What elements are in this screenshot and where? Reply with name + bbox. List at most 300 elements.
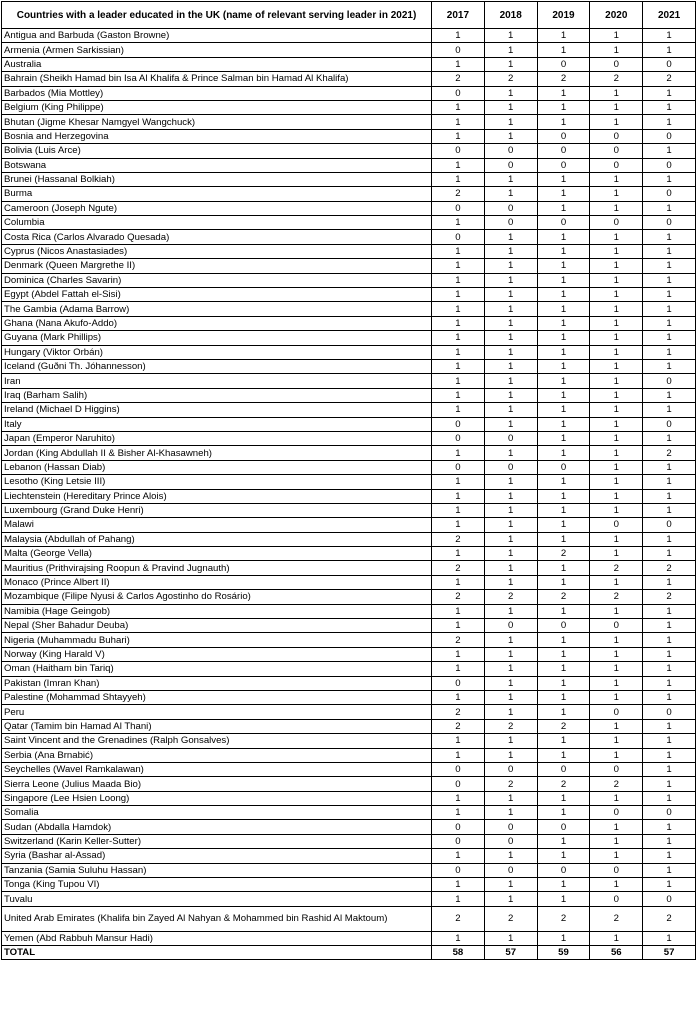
table-row (2, 460, 696, 474)
year-value-cell: 1 (590, 475, 643, 489)
year-value-cell: 1 (432, 547, 485, 561)
year-value-cell: 1 (484, 244, 537, 258)
year-value-cell: 1 (484, 230, 537, 244)
year-value-cell: 1 (432, 489, 485, 503)
table-row (2, 647, 696, 661)
year-value-cell: 0 (643, 158, 696, 172)
year-value-cell: 1 (590, 849, 643, 863)
country-cell: Sierra Leone (Julius Maada Bio) (2, 777, 432, 791)
year-value-cell: 1 (590, 345, 643, 359)
country-cell: Oman (Haitham bin Tariq) (2, 662, 432, 676)
year-value-cell: 1 (484, 547, 537, 561)
year-value-cell: 0 (537, 216, 590, 230)
year-value-cell: 1 (643, 230, 696, 244)
year-value-cell: 1 (484, 647, 537, 661)
table-row (2, 791, 696, 805)
year-value-cell: 1 (432, 158, 485, 172)
year-value-cell: 1 (432, 100, 485, 114)
country-cell: Denmark (Queen Margrethe II) (2, 259, 432, 273)
year-value-cell: 1 (643, 43, 696, 57)
country-cell: Tonga (King Tupou VI) (2, 878, 432, 892)
year-value-cell: 1 (643, 849, 696, 863)
year-value-cell: 1 (432, 129, 485, 143)
country-cell: Antigua and Barbuda (Gaston Browne) (2, 29, 432, 43)
year-value-cell: 1 (484, 417, 537, 431)
year-value-cell: 1 (590, 719, 643, 733)
table-row (2, 86, 696, 100)
year-value-cell: 0 (537, 158, 590, 172)
year-value-cell: 0 (643, 129, 696, 143)
year-value-cell: 0 (432, 86, 485, 100)
year-value-cell: 1 (643, 748, 696, 762)
year-value-cell: 1 (643, 273, 696, 287)
year-value-cell: 0 (643, 57, 696, 71)
year-value-cell: 0 (643, 705, 696, 719)
year-value-cell: 1 (537, 633, 590, 647)
year-value-cell: 0 (537, 460, 590, 474)
year-value-cell: 1 (537, 29, 590, 43)
year-value-cell: 1 (537, 690, 590, 704)
table-row (2, 633, 696, 647)
year-value-cell: 0 (537, 619, 590, 633)
country-cell: Norway (King Harald V) (2, 647, 432, 661)
country-cell: Barbados (Mia Mottley) (2, 86, 432, 100)
year-value-cell: 1 (537, 705, 590, 719)
year-value-cell: 1 (432, 302, 485, 316)
country-cell: Peru (2, 705, 432, 719)
table-row (2, 273, 696, 287)
year-value-cell: 2 (432, 532, 485, 546)
table-row (2, 158, 696, 172)
total-value: 57 (643, 946, 696, 960)
table-row (2, 575, 696, 589)
country-cell: Australia (2, 57, 432, 71)
year-value-cell: 1 (484, 100, 537, 114)
year-value-cell: 1 (484, 187, 537, 201)
year-value-cell: 1 (537, 849, 590, 863)
year-value-cell: 1 (537, 259, 590, 273)
year-value-cell: 1 (590, 244, 643, 258)
country-cell: Costa Rica (Carlos Alvarado Quesada) (2, 230, 432, 244)
year-value-cell: 1 (432, 29, 485, 43)
year-value-cell: 1 (484, 878, 537, 892)
year-value-cell: 2 (590, 561, 643, 575)
year-value-cell: 1 (484, 748, 537, 762)
year-value-cell: 2 (537, 590, 590, 604)
total-row (2, 946, 696, 960)
table-row (2, 431, 696, 445)
country-cell: Switzerland (Karin Keller-Sutter) (2, 834, 432, 848)
year-value-cell: 1 (590, 115, 643, 129)
year-value-cell: 0 (537, 863, 590, 877)
country-cell: Bahrain (Sheikh Hamad bin Isa Al Khalifa & Prince Salman bin Hamad Al Khalifa) (2, 72, 432, 86)
table-row (2, 762, 696, 776)
year-value-cell: 0 (432, 834, 485, 848)
year-value-cell: 0 (432, 460, 485, 474)
table-row (2, 216, 696, 230)
table-row (2, 619, 696, 633)
year-value-cell: 1 (643, 647, 696, 661)
year-value-cell: 1 (643, 503, 696, 517)
year-value-cell: 1 (590, 503, 643, 517)
year-value-cell: 2 (432, 72, 485, 86)
table-row (2, 863, 696, 877)
table-row (2, 288, 696, 302)
year-value-cell: 0 (643, 374, 696, 388)
year-value-cell: 1 (643, 100, 696, 114)
total-label: TOTAL (2, 946, 432, 960)
year-value-cell: 2 (432, 705, 485, 719)
header-row (2, 2, 696, 29)
year-value-cell: 1 (484, 29, 537, 43)
year-value-cell: 1 (432, 503, 485, 517)
country-cell: Iraq (Barham Salih) (2, 388, 432, 402)
year-value-cell: 1 (590, 187, 643, 201)
year-value-cell: 0 (643, 187, 696, 201)
year-value-cell: 1 (643, 388, 696, 402)
table-row (2, 590, 696, 604)
year-value-cell: 0 (484, 762, 537, 776)
country-cell: Ireland (Michael D Higgins) (2, 403, 432, 417)
year-value-cell: 1 (643, 86, 696, 100)
country-cell: Botswana (2, 158, 432, 172)
year-value-cell: 1 (432, 791, 485, 805)
table-row (2, 187, 696, 201)
year-value-cell: 1 (643, 359, 696, 373)
country-cell: The Gambia (Adama Barrow) (2, 302, 432, 316)
year-value-cell: 1 (484, 403, 537, 417)
year-value-cell: 0 (590, 144, 643, 158)
year-value-cell: 1 (432, 345, 485, 359)
total-value: 56 (590, 946, 643, 960)
country-cell: Japan (Emperor Naruhito) (2, 431, 432, 445)
country-cell: Malawi (2, 518, 432, 532)
year-value-cell: 1 (643, 144, 696, 158)
year-value-cell: 1 (590, 547, 643, 561)
year-value-cell: 1 (643, 662, 696, 676)
year-value-cell: 1 (432, 57, 485, 71)
year-value-cell: 1 (432, 403, 485, 417)
year-column-header: 2020 (590, 2, 643, 29)
year-value-cell: 1 (643, 734, 696, 748)
year-value-cell: 1 (643, 820, 696, 834)
year-value-cell: 1 (484, 791, 537, 805)
year-value-cell: 1 (432, 288, 485, 302)
table-row (2, 43, 696, 57)
country-cell: Lebanon (Hassan Diab) (2, 460, 432, 474)
total-value: 58 (432, 946, 485, 960)
year-value-cell: 1 (537, 187, 590, 201)
year-value-cell: 1 (432, 575, 485, 589)
year-value-cell: 1 (432, 931, 485, 945)
year-value-cell: 0 (643, 216, 696, 230)
year-value-cell: 2 (484, 72, 537, 86)
year-value-cell: 0 (537, 762, 590, 776)
year-value-cell: 1 (537, 100, 590, 114)
year-value-cell: 1 (590, 374, 643, 388)
country-cell: Armenia (Armen Sarkissian) (2, 43, 432, 57)
year-value-cell: 0 (537, 820, 590, 834)
table-body (2, 29, 696, 946)
year-value-cell: 1 (484, 849, 537, 863)
year-value-cell: 1 (432, 331, 485, 345)
year-value-cell: 0 (432, 201, 485, 215)
year-value-cell: 1 (432, 878, 485, 892)
year-value-cell: 1 (643, 403, 696, 417)
table-row (2, 878, 696, 892)
country-cell: Guyana (Mark Phillips) (2, 331, 432, 345)
year-value-cell: 2 (484, 906, 537, 931)
year-value-cell: 1 (537, 115, 590, 129)
year-value-cell: 1 (432, 388, 485, 402)
table-row (2, 144, 696, 158)
year-value-cell: 0 (643, 417, 696, 431)
year-value-cell: 2 (484, 719, 537, 733)
country-cell: Malaysia (Abdullah of Pahang) (2, 532, 432, 546)
year-value-cell: 1 (537, 892, 590, 906)
year-value-cell: 1 (432, 748, 485, 762)
year-value-cell: 0 (432, 676, 485, 690)
year-value-cell: 1 (484, 316, 537, 330)
year-value-cell: 2 (484, 590, 537, 604)
table-row (2, 230, 696, 244)
country-cell: Luxembourg (Grand Duke Henri) (2, 503, 432, 517)
year-value-cell: 1 (484, 115, 537, 129)
year-value-cell: 2 (537, 547, 590, 561)
year-value-cell: 1 (432, 273, 485, 287)
year-value-cell: 2 (590, 906, 643, 931)
year-value-cell: 2 (432, 719, 485, 733)
table-row (2, 849, 696, 863)
table-row (2, 475, 696, 489)
country-cell: Burma (2, 187, 432, 201)
year-value-cell: 1 (537, 604, 590, 618)
table-row (2, 834, 696, 848)
table-row (2, 561, 696, 575)
year-value-cell: 0 (590, 518, 643, 532)
table-row (2, 662, 696, 676)
year-value-cell: 1 (537, 86, 590, 100)
country-cell: United Arab Emirates (Khalifa bin Zayed Al Nahyan & Mohammed bin Rashid Al Maktoum) (2, 906, 432, 931)
year-value-cell: 1 (590, 604, 643, 618)
year-value-cell: 1 (537, 316, 590, 330)
year-value-cell: 1 (484, 374, 537, 388)
total-value: 59 (537, 946, 590, 960)
year-value-cell: 1 (590, 29, 643, 43)
year-value-cell: 1 (590, 690, 643, 704)
table-row (2, 806, 696, 820)
year-value-cell: 1 (537, 878, 590, 892)
year-value-cell: 1 (590, 662, 643, 676)
year-value-cell: 1 (537, 446, 590, 460)
year-value-cell: 1 (590, 230, 643, 244)
year-value-cell: 0 (537, 144, 590, 158)
year-value-cell: 1 (484, 273, 537, 287)
year-value-cell: 0 (484, 158, 537, 172)
year-value-cell: 0 (590, 57, 643, 71)
year-value-cell: 1 (590, 43, 643, 57)
year-value-cell: 2 (484, 777, 537, 791)
table-row (2, 777, 696, 791)
year-value-cell: 0 (484, 144, 537, 158)
year-value-cell: 1 (643, 331, 696, 345)
year-value-cell: 2 (643, 906, 696, 931)
year-value-cell: 1 (432, 849, 485, 863)
country-cell: Pakistan (Imran Khan) (2, 676, 432, 690)
year-value-cell: 0 (432, 43, 485, 57)
year-value-cell: 1 (432, 806, 485, 820)
year-value-cell: 1 (537, 734, 590, 748)
table-row (2, 676, 696, 690)
table-row (2, 72, 696, 86)
year-value-cell: 1 (643, 762, 696, 776)
year-value-cell: 2 (432, 633, 485, 647)
country-cell: Syria (Bashar al-Assad) (2, 849, 432, 863)
country-cell: Iceland (Guðni Th. Jóhannesson) (2, 359, 432, 373)
year-value-cell: 0 (590, 619, 643, 633)
table-row (2, 359, 696, 373)
total-value: 57 (484, 946, 537, 960)
year-column-header: 2017 (432, 2, 485, 29)
country-cell: Sudan (Abdalla Hamdok) (2, 820, 432, 834)
year-value-cell: 1 (643, 878, 696, 892)
country-cell: Cyprus (Nicos Anastasiades) (2, 244, 432, 258)
year-value-cell: 2 (590, 590, 643, 604)
year-value-cell: 1 (590, 417, 643, 431)
country-cell: Brunei (Hassanal Bolkiah) (2, 172, 432, 186)
year-value-cell: 1 (484, 446, 537, 460)
year-value-cell: 1 (590, 273, 643, 287)
country-cell: Saint Vincent and the Grenadines (Ralph Gonsalves) (2, 734, 432, 748)
year-value-cell: 1 (484, 734, 537, 748)
table-row (2, 115, 696, 129)
year-value-cell: 1 (643, 619, 696, 633)
year-value-cell: 0 (484, 460, 537, 474)
year-value-cell: 1 (484, 690, 537, 704)
year-value-cell: 1 (484, 503, 537, 517)
year-value-cell: 1 (537, 388, 590, 402)
table-row (2, 604, 696, 618)
year-value-cell: 0 (432, 777, 485, 791)
table-row (2, 331, 696, 345)
table-row (2, 906, 696, 931)
year-value-cell: 1 (537, 532, 590, 546)
year-value-cell: 1 (432, 172, 485, 186)
year-value-cell: 1 (537, 201, 590, 215)
country-cell: Mozambique (Filipe Nyusi & Carlos Agostinho do Rosário) (2, 590, 432, 604)
table-row (2, 345, 696, 359)
year-value-cell: 1 (590, 172, 643, 186)
year-value-cell: 1 (537, 748, 590, 762)
table-row (2, 259, 696, 273)
year-value-cell: 1 (590, 532, 643, 546)
year-value-cell: 1 (643, 931, 696, 945)
year-value-cell: 2 (537, 906, 590, 931)
year-value-cell: 1 (537, 647, 590, 661)
year-value-cell: 1 (537, 561, 590, 575)
year-value-cell: 0 (590, 863, 643, 877)
year-value-cell: 1 (643, 259, 696, 273)
country-cell: Egypt (Abdel Fattah el-Sisi) (2, 288, 432, 302)
year-value-cell: 1 (643, 316, 696, 330)
year-value-cell: 1 (484, 288, 537, 302)
leaders-table (1, 1, 696, 960)
year-value-cell: 1 (537, 417, 590, 431)
year-value-cell: 2 (432, 187, 485, 201)
year-value-cell: 0 (432, 230, 485, 244)
year-value-cell: 1 (484, 575, 537, 589)
year-value-cell: 2 (537, 72, 590, 86)
year-value-cell: 1 (590, 460, 643, 474)
table-row (2, 100, 696, 114)
year-value-cell: 1 (643, 431, 696, 445)
year-value-cell: 1 (484, 331, 537, 345)
year-value-cell: 1 (643, 532, 696, 546)
country-column-header: Countries with a leader educated in the UK (name of relevant serving leader in 2021) (2, 2, 432, 29)
year-value-cell: 0 (643, 806, 696, 820)
year-value-cell: 0 (590, 806, 643, 820)
country-cell: Namibia (Hage Geingob) (2, 604, 432, 618)
year-value-cell: 1 (432, 244, 485, 258)
year-value-cell: 0 (484, 834, 537, 848)
year-value-cell: 2 (643, 446, 696, 460)
year-column-header: 2019 (537, 2, 590, 29)
country-cell: Mauritius (Prithvirajsing Roopun & Pravind Jugnauth) (2, 561, 432, 575)
year-value-cell: 1 (484, 662, 537, 676)
year-value-cell: 0 (484, 863, 537, 877)
year-value-cell: 1 (590, 359, 643, 373)
year-value-cell: 1 (484, 57, 537, 71)
year-value-cell: 1 (537, 288, 590, 302)
table-row (2, 316, 696, 330)
year-value-cell: 1 (590, 259, 643, 273)
year-value-cell: 1 (590, 388, 643, 402)
year-value-cell: 0 (590, 129, 643, 143)
year-value-cell: 1 (643, 863, 696, 877)
year-value-cell: 1 (590, 431, 643, 445)
year-value-cell: 1 (643, 475, 696, 489)
country-cell: Bolivia (Luis Arce) (2, 144, 432, 158)
country-cell: Nepal (Sher Bahadur Deuba) (2, 619, 432, 633)
country-cell: Bosnia and Herzegovina (2, 129, 432, 143)
year-value-cell: 1 (643, 288, 696, 302)
year-value-cell: 1 (643, 777, 696, 791)
table-row (2, 532, 696, 546)
year-value-cell: 1 (590, 489, 643, 503)
year-value-cell: 1 (484, 86, 537, 100)
table-row (2, 403, 696, 417)
year-value-cell: 1 (537, 791, 590, 805)
year-value-cell: 1 (537, 172, 590, 186)
year-value-cell: 1 (484, 43, 537, 57)
country-cell: Jordan (King Abdullah II & Bisher Al-Khasawneh) (2, 446, 432, 460)
country-cell: Monaco (Prince Albert II) (2, 575, 432, 589)
year-value-cell: 1 (537, 43, 590, 57)
country-cell: Nigeria (Muhammadu Buhari) (2, 633, 432, 647)
year-value-cell: 1 (432, 619, 485, 633)
country-cell: Ghana (Nana Akufo-Addo) (2, 316, 432, 330)
year-value-cell: 1 (590, 820, 643, 834)
year-value-cell: 1 (537, 518, 590, 532)
table-row (2, 172, 696, 186)
year-value-cell: 1 (643, 244, 696, 258)
year-value-cell: 2 (537, 719, 590, 733)
table-row (2, 518, 696, 532)
year-value-cell: 0 (432, 417, 485, 431)
year-value-cell: 1 (590, 575, 643, 589)
year-value-cell: 1 (537, 575, 590, 589)
table-row (2, 503, 696, 517)
